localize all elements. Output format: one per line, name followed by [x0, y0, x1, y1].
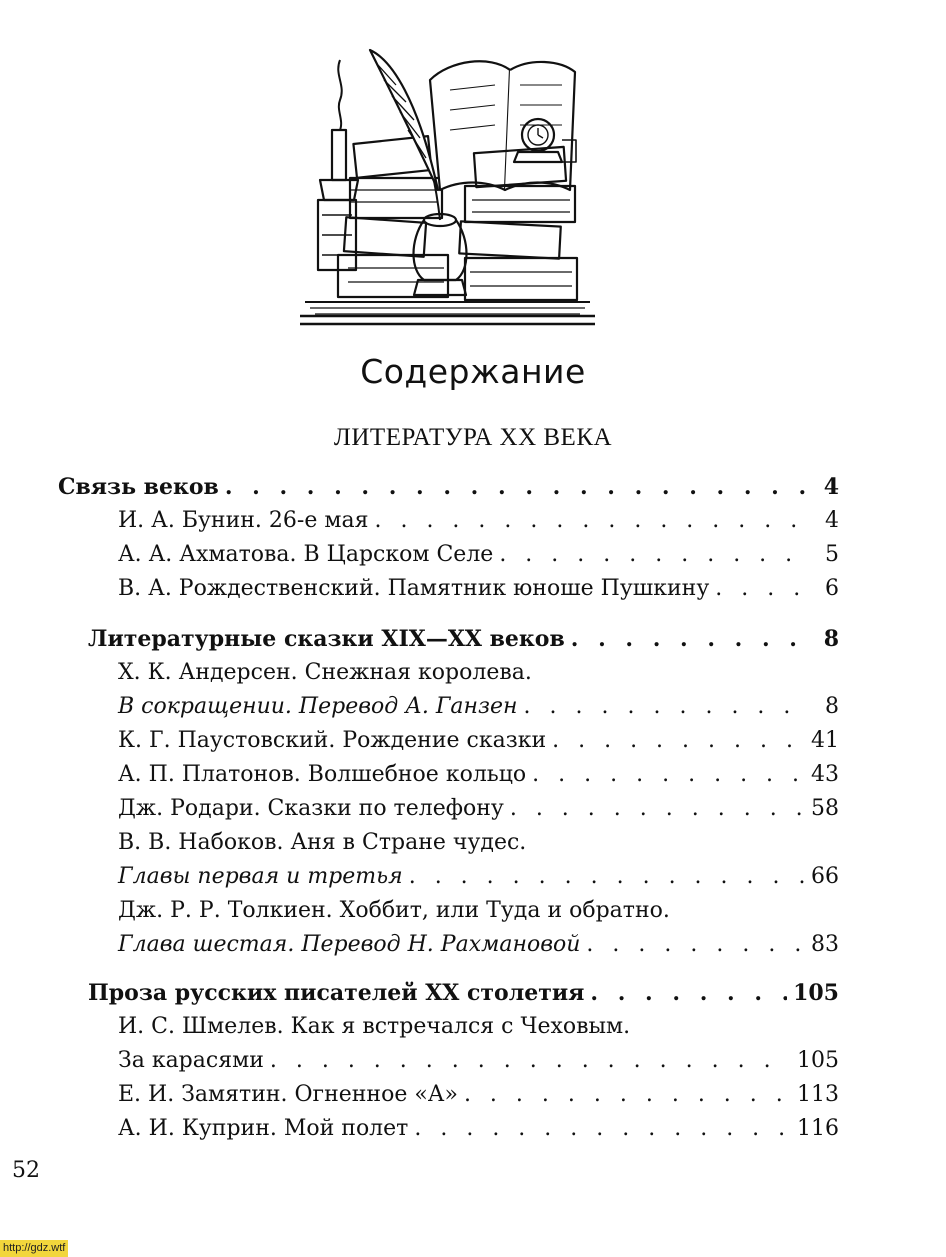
toc-title: И. А. Бунин. 26-е мая [118, 508, 369, 533]
toc-page: 4 [823, 474, 839, 500]
toc-page: 58 [811, 796, 839, 821]
toc-title: А. И. Куприн. Мой полет [118, 1116, 409, 1141]
toc-title: За карасями [118, 1048, 264, 1073]
dot-leader [464, 1080, 791, 1110]
toc-entry[interactable] [118, 862, 839, 892]
dot-leader [590, 978, 787, 1008]
toc-page: 83 [811, 932, 839, 957]
dot-leader [270, 1046, 791, 1076]
dot-leader [524, 692, 811, 722]
dot-leader [586, 930, 805, 960]
toc-entry[interactable] [118, 930, 839, 960]
toc-entry[interactable] [118, 574, 839, 604]
toc-page: 105 [793, 980, 839, 1006]
toc-group-heading[interactable] [88, 978, 839, 1008]
toc-title: Глава шестая. Перевод Н. Рахмановой [118, 932, 581, 957]
dot-leader [510, 794, 805, 824]
toc-entry-author-line: Дж. Р. Р. Толкиен. Хоббит, или Туда и обратно. [118, 898, 670, 923]
dot-leader [225, 472, 811, 502]
toc-title: Главы первая и третья [118, 864, 403, 889]
toc-group-heading[interactable] [88, 624, 839, 654]
toc-entry[interactable] [118, 692, 839, 722]
toc-entry[interactable] [118, 506, 839, 536]
page-number: 52 [12, 1158, 40, 1183]
toc-page: 105 [797, 1048, 839, 1073]
toc-entry[interactable] [118, 1114, 839, 1144]
toc-title: Дж. Родари. Сказки по телефону [118, 796, 504, 821]
toc-page: 4 [825, 508, 839, 533]
toc-page: 113 [797, 1082, 839, 1107]
toc-title: В сокращении. Перевод А. Ганзен [118, 694, 518, 719]
dot-leader [571, 624, 811, 654]
toc-title: Литературные сказки XIX—XX веков [88, 626, 565, 652]
toc-entry[interactable] [118, 726, 839, 756]
toc-page: 43 [811, 762, 839, 787]
toc-entry[interactable] [118, 794, 839, 824]
toc-page: 5 [825, 542, 839, 567]
dot-leader [414, 1114, 791, 1144]
toc-title: Связь веков [58, 474, 219, 500]
toc-title: К. Г. Паустовский. Рождение сказки [118, 728, 547, 753]
toc-entry[interactable] [118, 1080, 839, 1110]
toc-entry-author-line: Х. К. Андерсен. Снежная королева. [118, 660, 532, 685]
toc-title: А. А. Ахматова. В Царском Селе [118, 542, 494, 567]
source-url-label[interactable]: http://gdz.wtf [0, 1240, 68, 1257]
toc-title: Проза русских писателей XX столетия [88, 980, 585, 1006]
toc-entry[interactable] [118, 1046, 839, 1076]
section-title: ЛИТЕРАТУРА XX ВЕКА [333, 424, 613, 451]
toc-page: 6 [825, 576, 839, 601]
toc-page: 66 [811, 864, 839, 889]
toc-title: А. П. Платонов. Волшебное кольцо [118, 762, 527, 787]
toc-title: Е. И. Замятин. Огненное «А» [118, 1082, 458, 1107]
dot-leader [532, 760, 805, 790]
toc-entry[interactable] [118, 540, 839, 570]
toc-entry[interactable] [118, 760, 839, 790]
dot-leader [499, 540, 811, 570]
dot-leader [409, 862, 805, 892]
dot-leader [374, 506, 811, 536]
dot-leader [552, 726, 805, 756]
toc-page: 41 [811, 728, 839, 753]
toc-entry-author-line: В. В. Набоков. Аня в Стране чудес. [118, 830, 527, 855]
toc-page: 8 [825, 694, 839, 719]
toc-page: 116 [797, 1116, 839, 1141]
toc-page: 8 [823, 626, 839, 652]
toc-title: В. А. Рождественский. Памятник юноше Пушкину [118, 576, 710, 601]
dot-leader [715, 574, 811, 604]
toc-entry-author-line: И. С. Шмелев. Как я встречался с Чеховым. [118, 1014, 631, 1039]
page-title: Содержание [360, 352, 586, 391]
toc-group-heading[interactable] [58, 472, 839, 502]
